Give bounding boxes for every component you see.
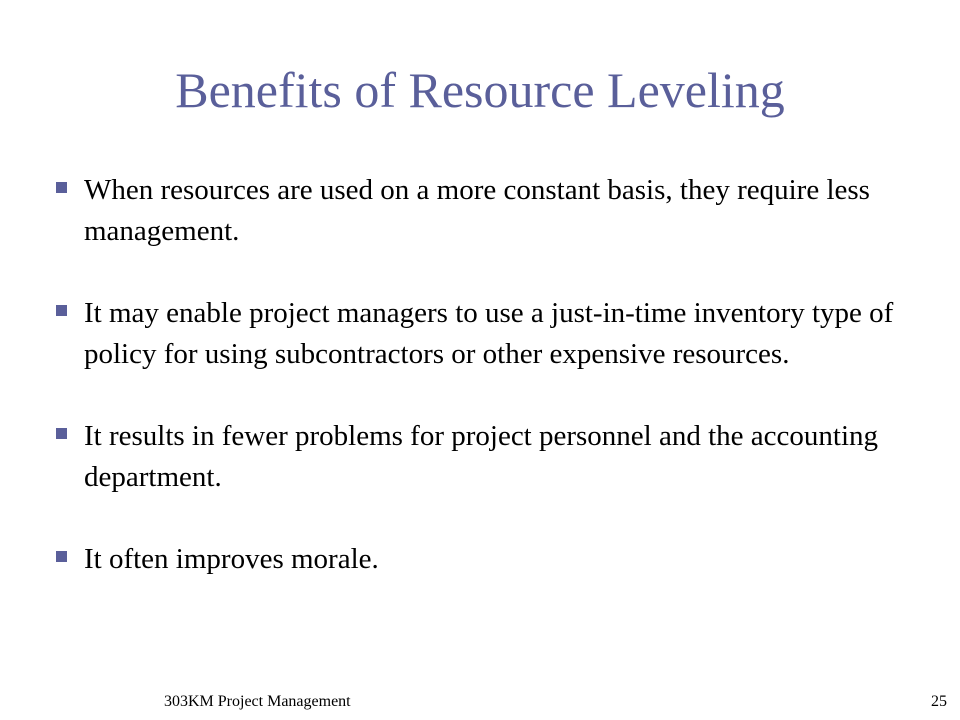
footer-page-number: 25 [931,693,947,710]
bullet-list [48,170,928,621]
bullet-text: It often improves morale. [84,543,379,575]
bullet-text: When resources are used on a more constant basis, they require less management. [84,174,870,247]
bullet-item [48,170,928,252]
bullet-text: It results in fewer problems for project personnel and the accounting department. [84,420,879,493]
bullet-text: It may enable project managers to use a just-in-time inventory type of policy for using subcontractors or other expensive resources. [84,297,894,370]
bullet-item [48,416,928,498]
square-bullet-icon [56,551,67,562]
bullet-item [48,293,928,375]
bullet-item [48,539,928,580]
square-bullet-icon [56,182,67,193]
square-bullet-icon [56,305,67,316]
square-bullet-icon [56,428,67,439]
slide-title: Benefits of Resource Leveling [175,62,785,118]
footer-course-name: 303KM Project Management [164,693,351,710]
